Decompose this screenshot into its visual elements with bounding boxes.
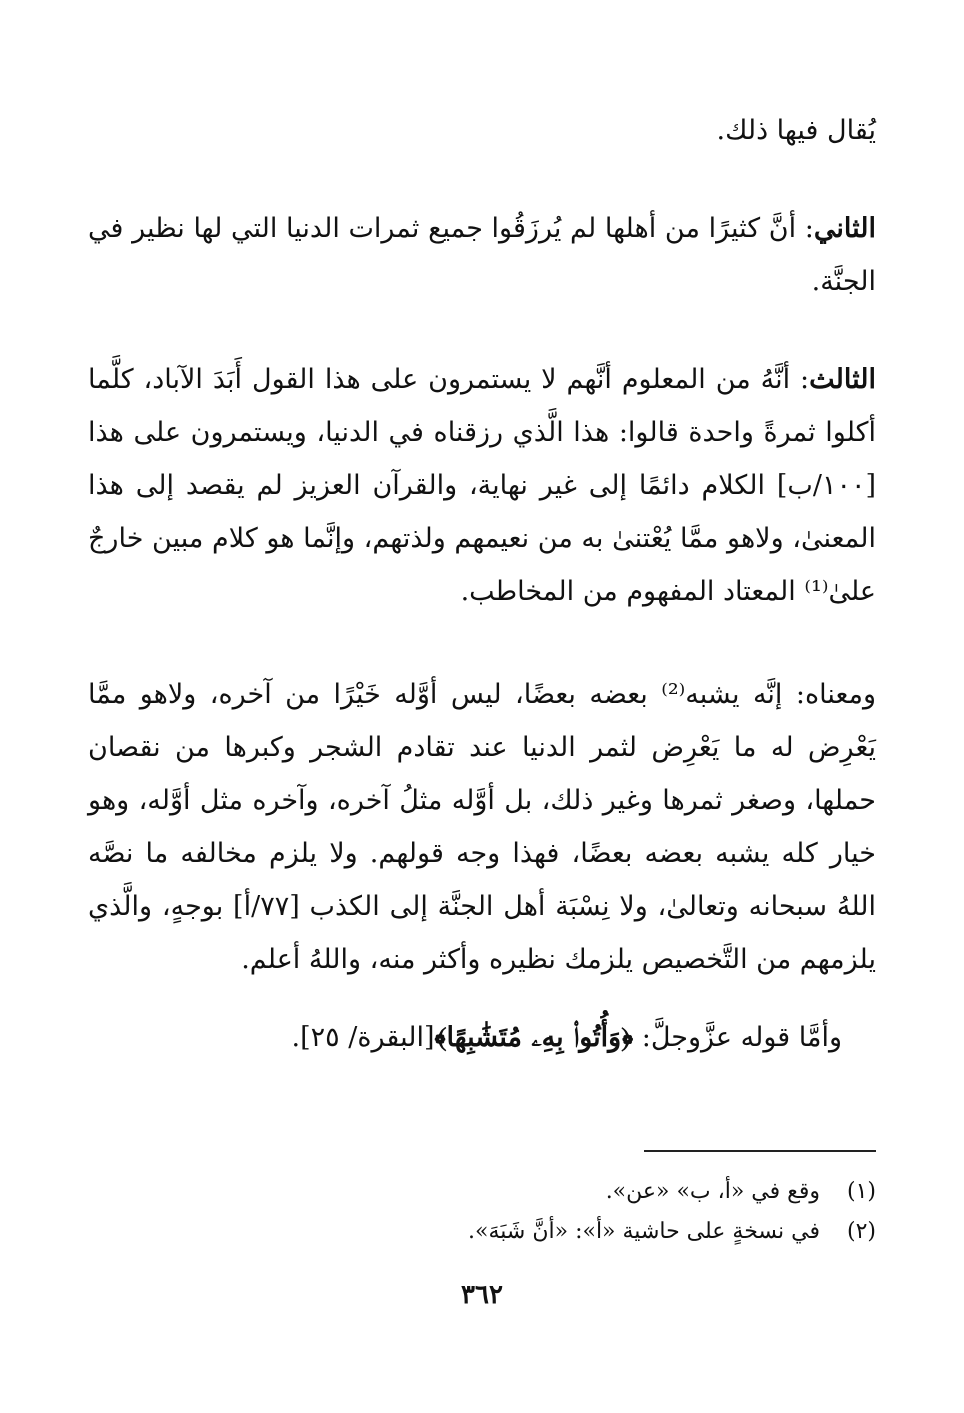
quran-verse: ﴿وَأُتُوا۟ بِهِۦ مُتَشَٰبِهًا﴾ (434, 1022, 634, 1053)
footnote-text: وقع في «أ، ب» «عن». (605, 1179, 820, 1204)
meaning-paragraph: ومعناه: إنَّه يشبه⁽²⁾ بعضه بعضًا، ليس أوَّله خَيْرًا من آخره، ولاهو ممَّا يَعْرِض له ما يَعْرِض لثمر الدنيا عند تقادم الشجر وكبرها من نقصان حملها، وصغر ثمرها وغير ذلك، بل أوَّله مثلُ آخره، وآخره مثل أوَّله، وهو خيار كله يشبه بعضه بعضًا، فهذا وجه قولهم. ولا يلزم مخالفه ما نصَّه اللهُ سبحانه وتعالىٰ، ولا نِسْبَة أهل الجنَّة إلى الكذب [٧٧/أ] بوجهٍ، والَّذي يلزمهم من التَّخصيص يلزمك نظيره وأكثر منه، واللهُ أعلم. (88, 679, 876, 975)
verse-intro: وأمَّا قوله عزَّوجلَّ: (633, 1022, 842, 1053)
footnote-number: (١) (846, 1179, 876, 1204)
third-point-text: : أنَّهُ من المعلوم أنَّهم لا يستمرون على هذا القول أَبَدَ الآباد، كلَّما أكلوا ثمرةً واحدة قالوا: هذا الَّذي رزقناه في الدنيا، ويستمرون على هذا [١٠٠/ب] الكلام دائمًا إلى غير نهاية، والقرآن العزيز لم يقصد إلى هذا المعنىٰ، ولاهو ممَّا يُعْتنىٰ به من نعيمهم ولذتهم، وإنَّما هو كلام مبين خارجٌ علىٰ⁽¹⁾ المعتاد المفهوم من المخاطب. (88, 364, 876, 607)
main-text (88, 104, 876, 1064)
footnote-1 (88, 1172, 876, 1212)
verse-reference: [البقرة/ ٢٥]. (291, 1022, 435, 1053)
footnote-2 (88, 1212, 876, 1252)
footnotes (88, 1172, 876, 1252)
paragraph-gap (88, 986, 876, 1011)
second-point-paragraph (88, 202, 876, 308)
verse-paragraph (88, 1011, 876, 1064)
second-point-text: : أنَّ كثيرًا من أهلها لم يُرزَقُوا جميع ثمرات الدنيا التي لها نظير في الجنَّة. (88, 213, 876, 297)
paragraph-gap (88, 157, 876, 202)
third-point-heading: الثالث (809, 364, 876, 395)
footnote-separator (644, 1150, 876, 1152)
page-number: ٣٦٢ (461, 1280, 503, 1310)
footnote-text: في نسخةٍ على حاشية «أ»: «أنَّ شَبَهَ». (468, 1219, 820, 1244)
third-point-paragraph (88, 353, 876, 618)
footnote-number: (٢) (846, 1219, 876, 1244)
paragraph-gap (88, 308, 876, 353)
second-point-heading: الثاني (813, 213, 876, 244)
paragraph-gap (88, 618, 876, 668)
intro-paragraph: يُقال فيها ذلك. (716, 115, 876, 146)
